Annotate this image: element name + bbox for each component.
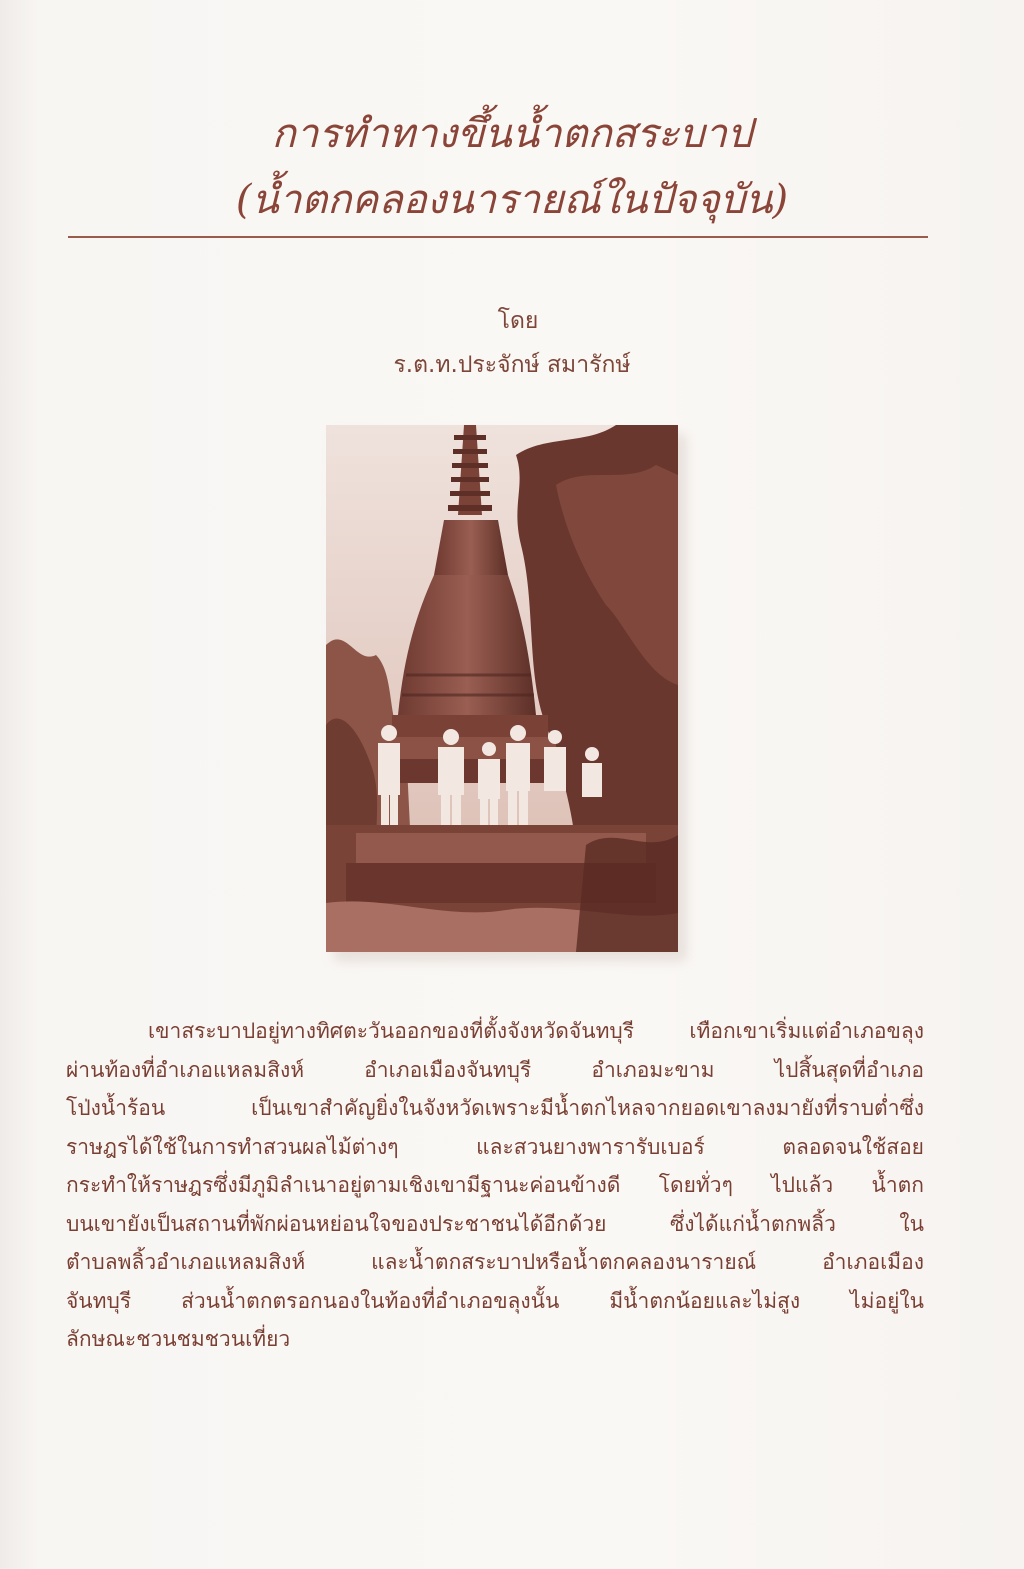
article-title-line-2: (น้ำตกคลองนารายณ์ในปัจจุบัน) <box>235 177 789 223</box>
article-title-line-1: การทำทางขึ้นน้ำตกสระบาป <box>271 111 753 157</box>
body-line-8: จันทบุรี ส่วนน้ำตกตรอกนองในท้องที่อำเภอขลุงนั้น มีน้ำตกน้อยและไม่สูง ไม่อยู่ใน <box>66 1288 924 1313</box>
stupa-photo-image <box>326 425 678 952</box>
body-line-9: ลักษณะชวนชมชวนเที่ยว <box>66 1327 291 1351</box>
body-line-4: ราษฎรได้ใช้ในการทำสวนผลไม้ต่างๆ และสวนยางพารารับเบอร์ ตลอดจนใช้สอย <box>66 1134 924 1159</box>
body-line-7: ตำบลพลิ้วอำเภอแหลมสิงห์ และน้ำตกสระบาปหรือน้ำตกคลองนารายณ์ อำเภอเมือง <box>66 1250 924 1274</box>
byline-label: โดย <box>497 308 539 334</box>
title-divider <box>68 236 928 238</box>
body-line-1: เขาสระบาปอยู่ทางทิศตะวันออกของที่ตั้งจังหวัดจันทบุรี เทือกเขาเริ่มแต่อำเภอขลุง <box>148 1019 924 1043</box>
body-line-5: กระทำให้ราษฎรซึ่งมีภูมิลำเนาอยู่ตามเชิงเขามีฐานะค่อนข้างดี โดยทั่วๆ ไปแล้ว น้ำตก <box>66 1173 924 1197</box>
stupa-photograph <box>326 425 678 952</box>
body-line-6: บนเขายังเป็นสถานที่พักผ่อนหย่อนใจของประชาชนได้อีกด้วย ซึ่งได้แก่น้ำตกพลิ้ว ใน <box>66 1211 924 1236</box>
body-line-3: โป่งน้ำร้อน เป็นเขาสำคัญยิ่งในจังหวัดเพราะมีน้ำตกไหลจากยอดเขาลงมายังที่ราบต่ำซึ่ง <box>66 1096 924 1120</box>
article-body <box>66 1012 924 1359</box>
author-name: ร.ต.ท.ประจักษ์ สมารักษ์ <box>393 352 631 378</box>
body-line-2: ผ่านท้องที่อำเภอแหลมสิงห์ อำเภอเมืองจันทบุรี อำเภอมะขาม ไปสิ้นสุดที่อำเภอ <box>66 1057 924 1082</box>
